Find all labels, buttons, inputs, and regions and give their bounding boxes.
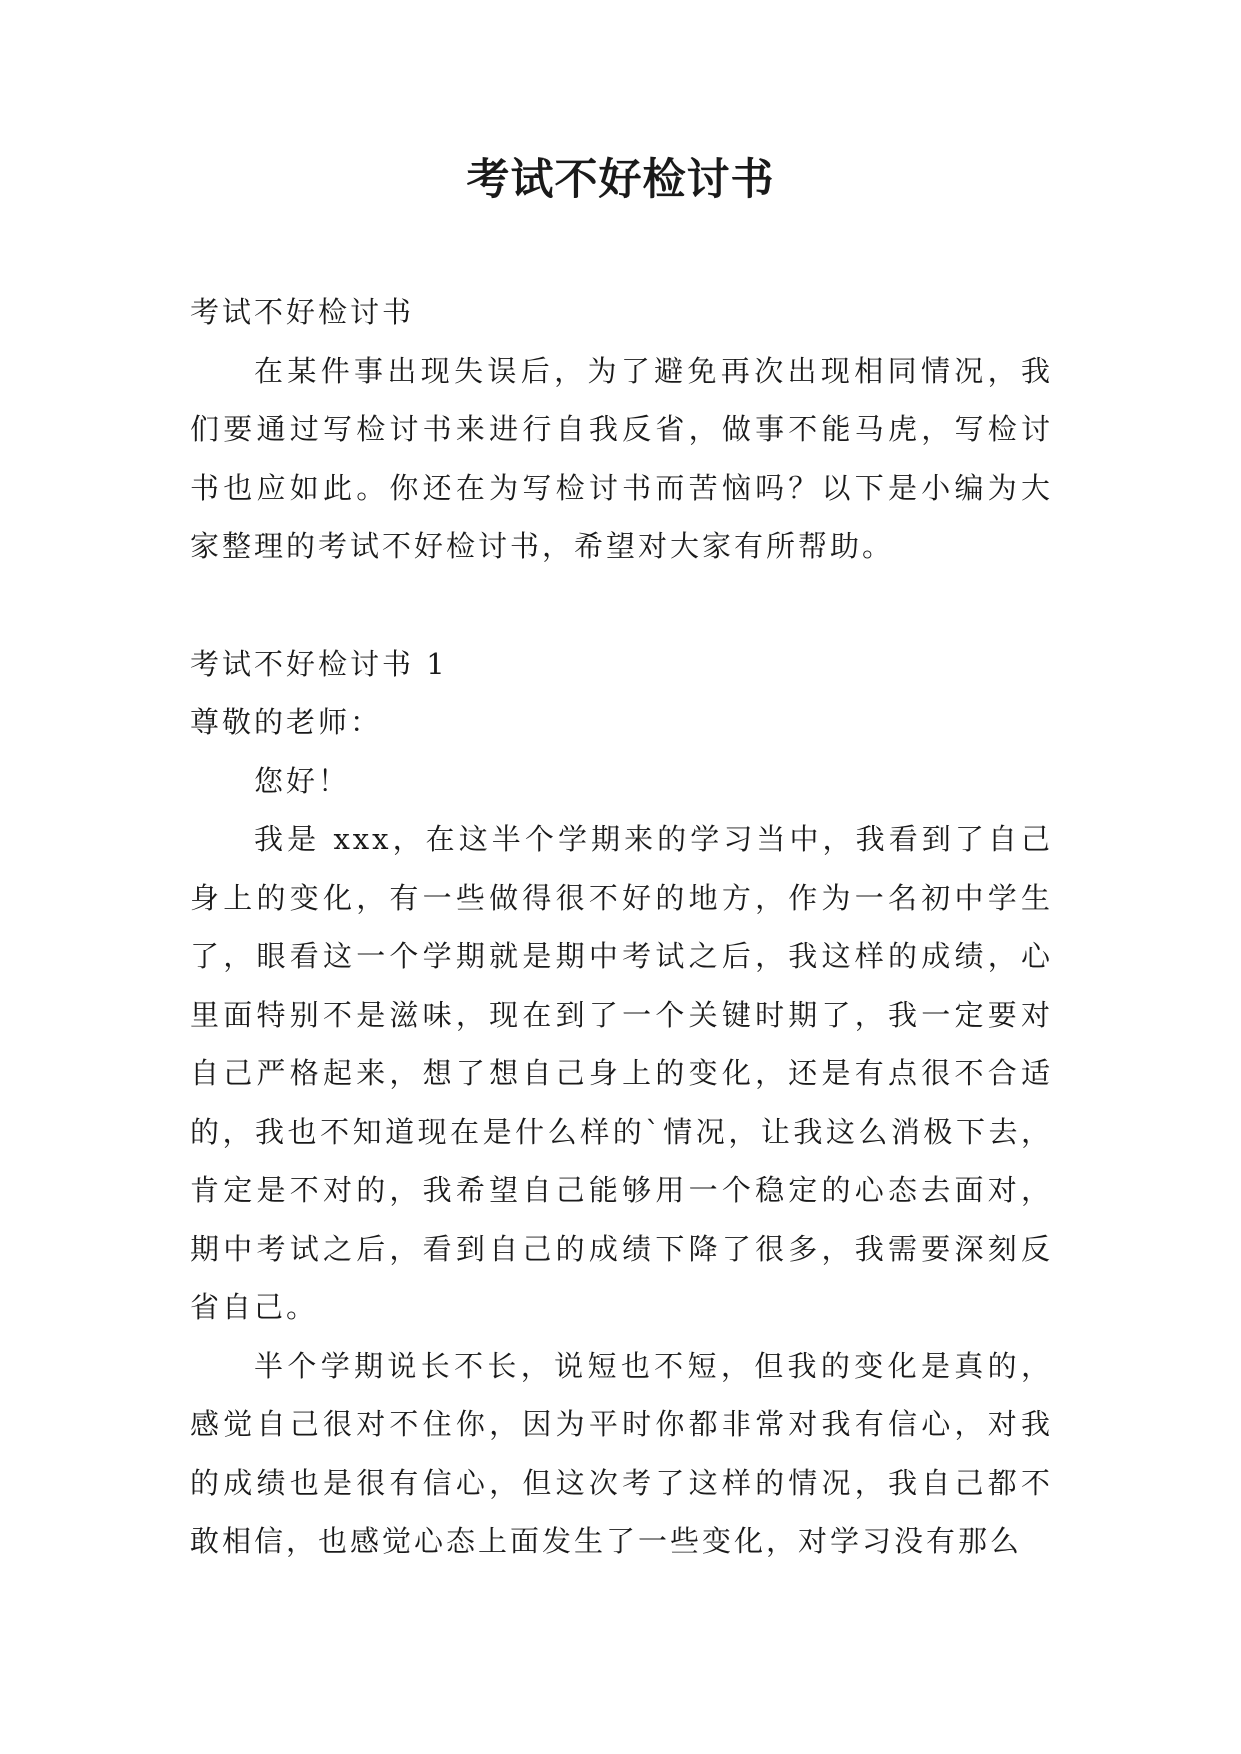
- body-paragraph-2: 半个学期说长不长，说短也不短，但我的变化是真的，感觉自己很对不住你，因为平时你都非常对我有信心，对我的成绩也是很有信心，但这次考了这样的情况，我自己都不敢相信，也感觉心态上面发生了一些变化，对学习没有那么: [190, 1348, 1053, 1558]
- greeting: 您好！: [254, 763, 351, 798]
- salutation: 尊敬的老师：: [190, 705, 383, 739]
- intro-heading: 考试不好检讨书: [190, 295, 415, 329]
- document-title: 考试不好检讨书: [466, 155, 775, 205]
- intro-paragraph: 在某件事出现失误后，为了避免再次出现相同情况，我们要通过写检讨书来进行自我反省，做事不能马虎，写检讨书也应如此。你还在为写检讨书而苦恼吗？以下是小编为大家整理的考试不好检讨书，希望对大家有所帮助。: [190, 353, 1053, 563]
- document-body: [190, 283, 1053, 1571]
- section-heading: 考试不好检讨书 1: [190, 646, 448, 681]
- body-paragraph-1: 我是 xxx，在这半个学期来的学习当中，我看到了自己身上的变化，有一些做得很不好的地方，作为一名初中学生了，眼看这一个学期就是期中考试之后，我这样的成绩，心里面特别不是滋味，现在到了一个关键时期了，我一定要对自己严格起来，想了想自己身上的变化，还是有点很不合适的，我也不知道现在是什么样的`情况，让我这么消极下去，肯定是不对的，我希望自己能够用一个稳定的心态去面对，期中考试之后，看到自己的成绩下降了很多，我需要深刻反省自己。: [190, 822, 1053, 1324]
